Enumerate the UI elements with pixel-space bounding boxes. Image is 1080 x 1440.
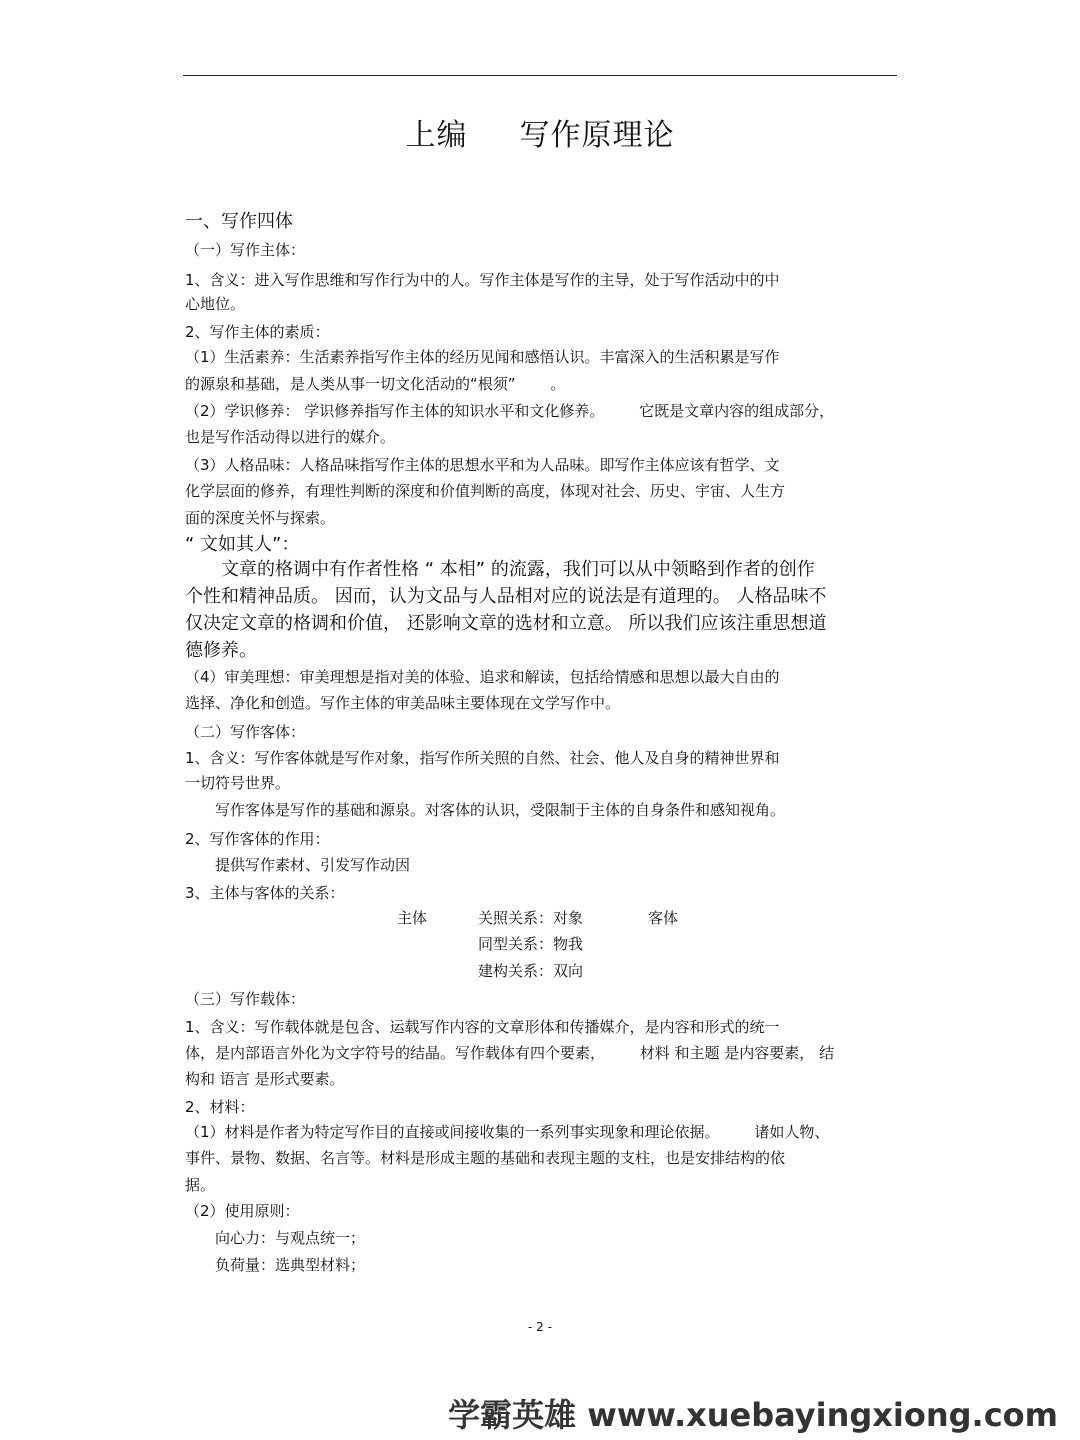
text-line: 提供写作素材、引发写作动因 <box>185 856 411 874</box>
text-line: 体，是内部语言外化为文字符号的结晶。写作载体有四个要素， 材料 和主题 是内容要素， 结 <box>185 1044 835 1062</box>
text-line-large: 文章的格调中有作者性格 “ 本相” 的流露，我们可以从中领略到作者的创作 <box>185 559 815 580</box>
text-line: 2、材料： <box>185 1098 255 1116</box>
top-rule <box>183 75 897 76</box>
relation-object: 客体 <box>648 909 679 927</box>
text-line: 向心力：与观点统一； <box>185 1229 366 1247</box>
subsection-heading: （一）写作主体： <box>185 241 306 259</box>
text-line: （1）生活素养：生活素养指写作主体的经历见闻和感悟认识。丰富深入的生活积累是写作 <box>185 348 780 366</box>
page-number: - 2 - <box>528 1320 552 1334</box>
text-line: 1、含义：写作载体就是包含、运载写作内容的文章形体和传播媒介，是内容和形式的统一 <box>185 1018 780 1036</box>
relation-item: 同型关系：物我 <box>478 935 584 953</box>
text-line: 选择、净化和创造。写作主体的审美品味主要体现在文学写作中。 <box>185 694 621 712</box>
watermark: 学霸英雄 www.xuebayingxiong.com <box>448 1396 1058 1434</box>
text-line: 写作客体是写作的基础和源泉。对客体的认识，受限制于主体的自身条件和感知视角。 <box>185 801 786 819</box>
text-line: 1、含义：写作客体就是写作对象，指写作所关照的自然、社会、他人及自身的精神世界和 <box>185 749 780 767</box>
text-line: （2）使用原则： <box>185 1202 300 1220</box>
text-line-large: 德修养。 <box>185 640 257 661</box>
text-line: 1、含义：进入写作思维和写作行为中的人。写作主体是写作的主导，处于写作活动中的中 <box>185 271 780 289</box>
title-part: 上编 <box>405 118 468 153</box>
text-line: 据。 <box>185 1176 216 1194</box>
relation-item: 关照关系：对象 <box>478 909 584 927</box>
text-line: 负荷量：选典型材料； <box>185 1256 366 1274</box>
page-title <box>0 110 1080 154</box>
quote-heading: “ 文如其人”： <box>185 534 300 555</box>
text-line: 的源泉和基础，是人类从事一切文化活动的“根须” 。 <box>185 375 566 393</box>
title-name: 写作原理论 <box>519 118 675 153</box>
relation-item: 建构关系：双向 <box>478 962 584 980</box>
text-line: 面的深度关怀与探索。 <box>185 509 336 527</box>
text-line: （4）审美理想：审美理想是指对美的体验、追求和解读，包括给情感和思想以最大自由的 <box>185 668 780 686</box>
relation-subject: 主体 <box>397 909 428 927</box>
text-line: （3）人格品味：人格品味指写作主体的思想水平和为人品味。即写作主体应该有哲学、文 <box>185 456 780 474</box>
text-line: 事件、景物、数据、名言等。材料是形成主题的基础和表现主题的支柱，也是安排结构的依 <box>185 1149 786 1167</box>
text-line: 心地位。 <box>185 295 246 313</box>
text-line: 2、写作客体的作用： <box>185 830 330 848</box>
text-line: 2、写作主体的素质： <box>185 323 330 341</box>
text-line: 3、主体与客体的关系： <box>185 884 345 902</box>
text-line: 一切符号世界。 <box>185 774 291 792</box>
text-line: 化学层面的修养，有理性判断的深度和价值判断的高度，体现对社会、历史、宇宙、人生方 <box>185 482 786 500</box>
text-line: 构和 语言 是形式要素。 <box>185 1070 345 1088</box>
section-heading: 一、写作四体 <box>185 211 293 232</box>
text-line: 也是写作活动得以进行的媒介。 <box>185 428 396 446</box>
text-line-large: 个性和精神品质。 因而，认为文品与人品相对应的说法是有道理的。 人格品味不 <box>185 586 827 607</box>
text-line: （1）材料是作者为特定写作目的直接或间接收集的一系列事实现象和理论依据。 诸如人物、 <box>185 1123 830 1141</box>
subsection-heading: （二）写作客体： <box>185 723 306 741</box>
subsection-heading: （三）写作载体： <box>185 990 306 1008</box>
text-line: （2）学识修养： 学识修养指写作主体的知识水平和文化修养。 它既是文章内容的组成部分， <box>185 402 835 420</box>
text-line-large: 仅决定文章的格调和价值， 还影响文章的选材和立意。 所以我们应该注重思想道 <box>185 613 827 634</box>
